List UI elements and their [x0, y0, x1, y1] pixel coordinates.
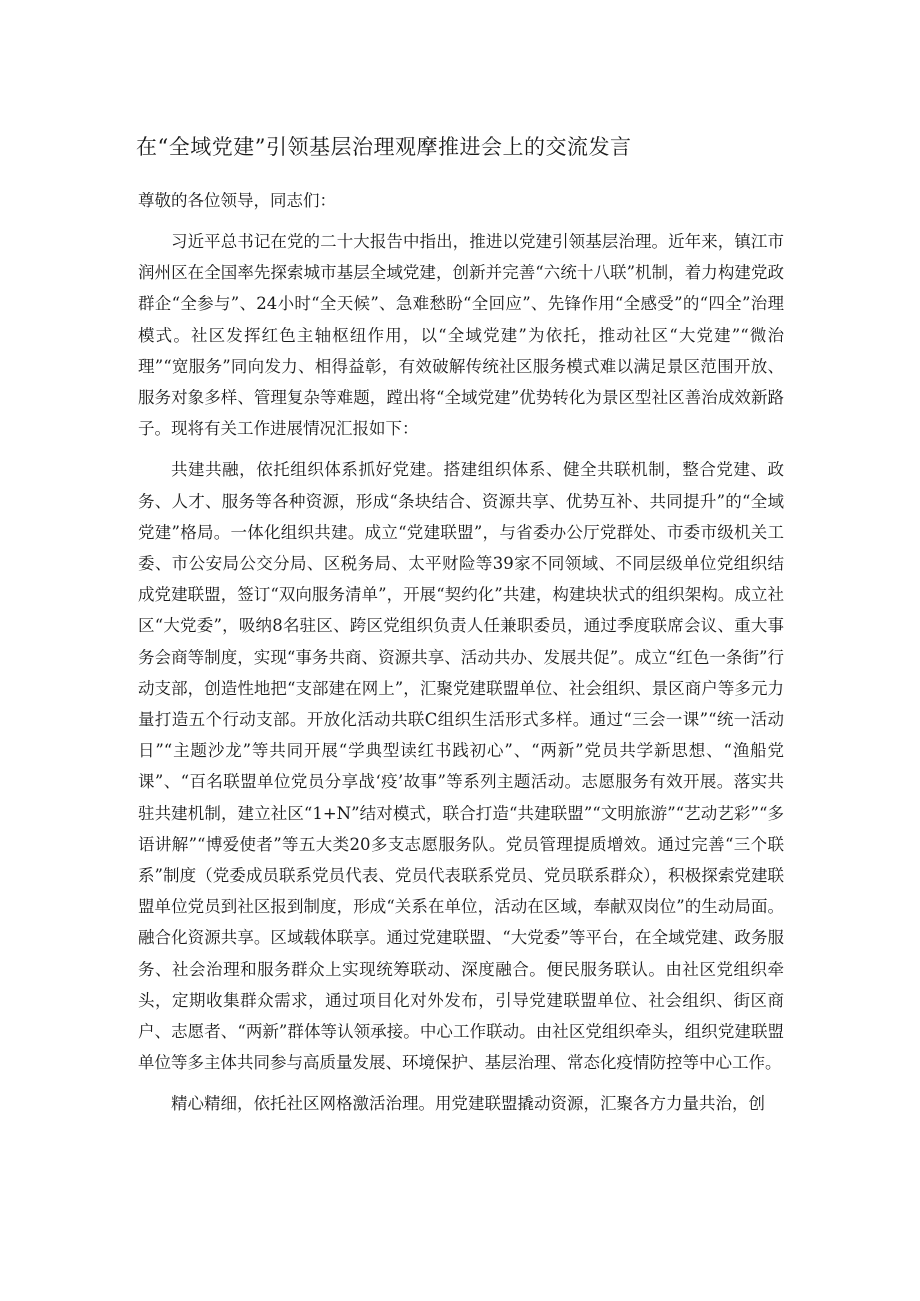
document-body: [138, 226, 784, 1130]
paragraph: 习近平总书记在党的二十大报告中指出，推进以党建引领基层治理。近年来，镇江市润州区在全国率先探索城市基层全域党建，创新并完善“六统十八联”机制，着力构建党政群企“全参与”、24小时“全天候”、急难愁盼“全回应”、先锋作用“全感受”的“四全”治理模式。社区发挥红色主轴枢纽作用，以“全域党建”为依托，推动社区“大党建”“微治理”“宽服务”同向发力、相得益彰，有效破解传统社区服务模式难以满足景区范围开放、服务对象多样、管理复杂等难题，蹚出将“全域党建”优势转化为景区型社区善治成效新路子。现将有关工作进展情况汇报如下：: [138, 232, 784, 439]
paragraph: 精心精细，依托社区网格激活治理。用党建联盟撬动资源，汇聚各方力量共治，创: [171, 1094, 765, 1114]
salutation: 尊敬的各位领导，同志们：: [138, 191, 336, 210]
page-title: 在“全域党建”引领基层治理观摩推进会上的交流发言: [136, 135, 632, 159]
paragraph: 共建共融，依托组织体系抓好党建。搭建组织体系、健全共联机制，整合党建、政务、人才、服务等各种资源，形成“条块结合、资源共享、优势互补、共同提升”的“全域党建”格局。一体化组织共建。成立“党建联盟”，与省委办公厅党群处、市委市级机关工委、市公安局公交分局、区税务局、太平财险等39家不同领域、不同层级单位党组织结成党建联盟，签订“双向服务清单”，开展“契约化”共建，构建块状式的组织架构。成立社区“大党委”，吸纳8名驻区、跨区党组织负责人任兼职委员，通过季度联席会议、重大事务会商等制度，实现“事务共商、资源共享、活动共办、发展共促”。成立“红色一条街”行动支部，创造性地把“支部建在网上”，汇聚党建联盟单位、社会组织、景区商户等多元力量打造五个行动支部。开放化活动共联C组织生活形式多样。通过“三会一课”“统一活动日”“主题沙龙”等共同开展“学典型读红书践初心”、“两新”党员共学新思想、“渔船党课”、“百名联盟单位党员分享战‘疫’故事”等系列主题活动。志愿服务有效开展。落实共驻共建机制，建立社区“1+N”结对模式，联合打造“共建联盟”“文明旅游”“艺动艺彩”“多语讲解”“博爱使者”等五大类20多支志愿服务队。党员管理提质增效。通过完善“三个联系”制度（党委成员联系党员代表、党员代表联系党员、党员联系群众），积极探索党建联盟单位党员到社区报到制度，形成“关系在单位，活动在区域，奉献双岗位”的生动局面。融合化资源共享。区域载体联享。通过党建联盟、“大党委”等平台，在全域党建、政务服务、社会治理和服务群众上实现统筹联动、深度融合。便民服务联认。由社区党组织牵头，定期收集群众需求，通过项目化对外发布，引导党建联盟单位、社会组织、街区商户、志愿者、“两新”群体等认领承接。中心工作联动。由社区党组织牵头，组织党建联盟单位等多主体共同参与高质量发展、环境保护、基层治理、常态化疫情防控等中心工作。: [138, 460, 784, 1073]
